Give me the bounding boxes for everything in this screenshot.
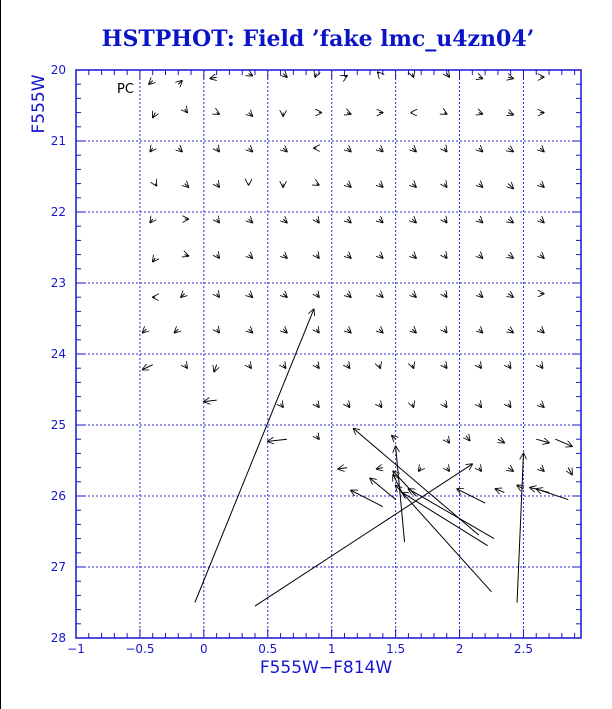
shift-vector (347, 219, 351, 223)
shift-vector (249, 219, 253, 223)
shift-vector (412, 148, 416, 152)
shift-vector (185, 255, 189, 256)
y-tick-label: 24 (50, 347, 66, 361)
x-tick-label: 2 (455, 642, 464, 656)
shift-vector (347, 113, 351, 114)
shift-vector (204, 400, 217, 401)
shift-vector (178, 148, 182, 152)
long-shift-vector (517, 453, 523, 602)
x-axis-label: F555W−F814W (259, 658, 393, 678)
shift-vector (316, 255, 319, 259)
y-tick-label: 21 (50, 134, 66, 148)
shift-vector (444, 113, 447, 114)
shift-vector (392, 436, 396, 440)
shift-vector (379, 404, 382, 408)
shift-vector (412, 294, 416, 298)
shift-vector (444, 184, 447, 188)
shift-vector (347, 184, 351, 188)
shift-vector (508, 113, 513, 115)
shift-vector (479, 468, 482, 472)
shift-vector (508, 404, 511, 408)
long-shift-vector (393, 475, 402, 493)
shift-vector (444, 148, 447, 152)
shift-vector (540, 468, 544, 472)
shift-vector (466, 436, 470, 441)
y-tick-label: 25 (50, 418, 66, 432)
shift-vector (479, 113, 483, 114)
shift-vector (347, 365, 350, 369)
x-tick-label: 0.5 (258, 642, 278, 656)
shift-vector (540, 404, 544, 408)
shift-vector (444, 329, 447, 333)
shift-vector (185, 109, 188, 113)
shift-vector (283, 294, 287, 298)
shift-vector (495, 489, 504, 493)
shift-vector (214, 365, 217, 372)
shift-vector (536, 439, 549, 443)
shift-vector (153, 113, 156, 118)
long-shift-vector (402, 492, 488, 545)
shift-vector (347, 255, 351, 259)
shift-vector (540, 219, 544, 223)
shift-vector (217, 148, 220, 152)
shift-vector (347, 294, 351, 298)
shift-vector (540, 148, 544, 152)
shift-vector (479, 365, 482, 369)
y-tick-label: 20 (50, 63, 66, 77)
shift-vector (283, 365, 286, 369)
shift-vector (150, 148, 153, 152)
y-tick-label: 28 (50, 631, 66, 645)
shift-vector (479, 77, 483, 78)
shift-vector (283, 219, 287, 223)
shift-vectors (142, 72, 572, 606)
x-tick-label: 0 (200, 642, 208, 656)
shift-vector (419, 468, 422, 472)
shift-vector (447, 468, 450, 472)
shift-vector (379, 148, 383, 152)
x-tick-label: 2.5 (513, 642, 534, 656)
shift-vector (412, 255, 416, 259)
shift-vector (217, 184, 220, 188)
shift-vector (178, 81, 182, 85)
shift-vector (479, 404, 482, 408)
shift-vector (149, 81, 153, 85)
shift-vector (217, 329, 220, 333)
shift-vector (540, 255, 544, 259)
shift-vector (153, 258, 156, 262)
shift-vector (508, 468, 513, 472)
shift-vector (347, 148, 351, 152)
chart-title: HSTPHOT: Field ’fake lmc_u4zn04’ (101, 26, 535, 52)
shift-vector (379, 365, 380, 369)
shift-vector (536, 489, 568, 500)
shift-vector (508, 294, 513, 298)
shift-vector (555, 439, 572, 446)
shift-vector (508, 219, 513, 223)
y-tick-label: 22 (50, 205, 66, 219)
grid-lines (76, 70, 581, 638)
shift-vector (249, 113, 253, 117)
shift-vector (479, 294, 483, 298)
shift-vector (508, 329, 513, 333)
x-tick-label: 1 (327, 642, 336, 656)
shift-vector (540, 329, 544, 333)
shift-vector (412, 329, 416, 333)
shift-vector (444, 365, 447, 369)
shift-vector (479, 219, 483, 223)
shift-vector (217, 255, 220, 259)
shift-vector (338, 468, 347, 469)
shift-vector (447, 74, 450, 78)
shift-vector (379, 329, 383, 333)
shift-vector (217, 294, 220, 298)
shift-vector (217, 219, 220, 223)
shift-vector (210, 77, 216, 78)
shift-vector (315, 74, 316, 78)
shift-vector (283, 329, 287, 333)
shift-vector (508, 255, 513, 259)
shift-vector (155, 184, 156, 186)
shift-vector (508, 77, 513, 78)
y-tick-label: 23 (50, 276, 66, 290)
shift-vector (249, 74, 253, 76)
x-tick-label: 1.5 (386, 642, 406, 656)
shift-vector (479, 184, 483, 188)
shift-vector (347, 404, 350, 408)
shift-vector (344, 76, 347, 77)
shift-vector (316, 365, 319, 369)
y-axis-label: F555W (29, 74, 49, 134)
shift-vector (479, 148, 483, 152)
shift-vector (498, 439, 504, 443)
shift-vector (444, 294, 447, 298)
shift-vector (142, 329, 146, 333)
x-tick-label: −1 (67, 642, 85, 656)
shift-vector (283, 74, 287, 78)
shift-vector (268, 439, 287, 441)
shift-vector (378, 72, 379, 73)
shift-vector (379, 219, 383, 223)
shift-vector (217, 113, 220, 114)
shift-vector (185, 184, 189, 188)
shift-vector (568, 468, 572, 475)
shift-vector (249, 148, 253, 152)
shift-vector (316, 294, 319, 298)
shift-vector (508, 365, 511, 369)
shift-vector (249, 329, 253, 333)
shift-vector (174, 329, 178, 333)
long-shift-vector (353, 429, 478, 536)
shift-vector (412, 74, 413, 78)
shift-vector (379, 184, 383, 188)
shift-vector (444, 255, 447, 259)
shift-vector (181, 294, 185, 298)
shift-vector (379, 255, 383, 259)
shift-vector (316, 404, 319, 408)
panel-label: PC (117, 82, 134, 97)
y-tick-label: 26 (50, 489, 66, 503)
shift-vector (316, 219, 319, 223)
shift-vector (347, 329, 351, 333)
shift-vector (540, 365, 543, 369)
shift-vector (379, 294, 383, 298)
shift-vector (351, 490, 383, 506)
shift-vector (249, 294, 253, 298)
long-shift-vector (195, 309, 314, 602)
shift-vector (508, 148, 513, 152)
shift-vector (249, 255, 253, 259)
shift-vector (412, 404, 413, 408)
shift-vector (540, 184, 544, 188)
shift-vector (150, 219, 153, 223)
shift-vector (479, 329, 483, 333)
shift-vector (444, 404, 447, 408)
shift-vector (316, 329, 319, 333)
shift-vector (283, 148, 287, 152)
shift-vector (249, 365, 252, 369)
shift-vector (185, 365, 188, 369)
shift-vector (508, 184, 513, 189)
long-shift-vector (393, 471, 416, 496)
x-tick-label: −0.5 (125, 642, 155, 656)
shift-vector (316, 184, 319, 185)
shift-vector (281, 404, 284, 408)
shift-vector (412, 365, 413, 369)
shift-vector (412, 219, 416, 223)
shift-vector (444, 219, 447, 223)
shift-vector (412, 184, 416, 188)
y-axis-tick-labels (51, 63, 66, 645)
shift-vector (283, 255, 287, 259)
shift-vector (316, 436, 319, 440)
shift-vector (479, 255, 483, 259)
shift-vector (142, 365, 152, 370)
y-tick-label: 27 (50, 560, 66, 574)
shift-vector (376, 468, 382, 469)
x-axis-tick-labels (67, 642, 533, 656)
shift-vector (447, 439, 450, 443)
